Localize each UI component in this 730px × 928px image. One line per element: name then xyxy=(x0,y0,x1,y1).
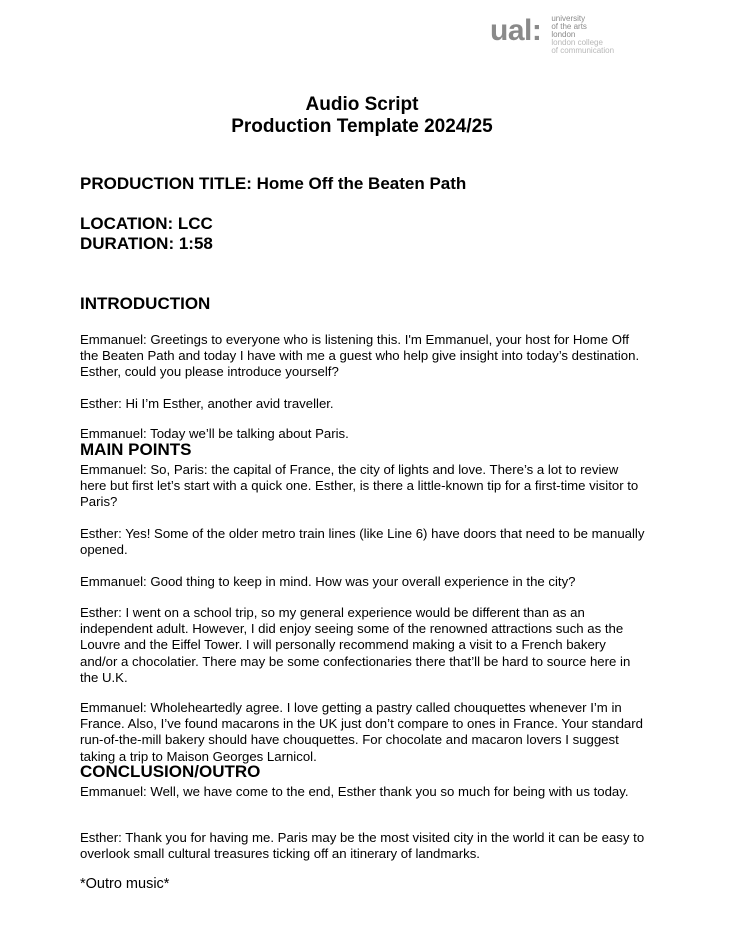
paragraph: Esther: Yes! Some of the older metro train lines (like Line 6) have doors that need to be manually opened. xyxy=(80,526,645,558)
logo-line: of communication xyxy=(551,46,615,55)
conclusion-heading: CONCLUSION/OUTRO xyxy=(80,762,261,781)
logo-line: university xyxy=(551,14,586,23)
paragraph: Emmanuel: Wholeheartedly agree. I love getting a pastry called chouquettes whenever I’m in France. Also, I’ve found macarons in the UK just don’t compare to ones in France. Your standard run-of-the-mill bakery should have chouquettes. For chocolate and macaron lovers I suggest taking a trip to Maison Georges Larnicol. xyxy=(80,700,643,764)
logo-line: london xyxy=(551,30,576,39)
logo-line: of the arts xyxy=(551,22,587,31)
paragraph: Esther: Thank you for having me. Paris may be the most visited city in the world it can be easy to overlook small cultural treasures ticking off an itinerary of landmarks. xyxy=(80,830,645,862)
outro-music-cue: *Outro music* xyxy=(80,876,170,892)
document-title xyxy=(0,94,724,138)
location: LOCATION: LCC xyxy=(80,214,213,233)
paragraph: Emmanuel: Good thing to keep in mind. How was your overall experience in the city? xyxy=(80,574,576,589)
title-line-2: Production Template 2024/25 xyxy=(231,116,493,137)
paragraph: Emmanuel: So, Paris: the capital of France, the city of lights and love. There’s a lot to review here but first let’s start with a quick one. Esther, is there a little-known tip for a first-time visitor to Paris? xyxy=(80,462,639,510)
ual-logo xyxy=(490,14,614,55)
title-line-1: Audio Script xyxy=(305,94,419,115)
duration: DURATION: 1:58 xyxy=(80,234,213,253)
main-points-heading: MAIN POINTS xyxy=(80,440,192,459)
introduction-heading: INTRODUCTION xyxy=(80,294,211,313)
paragraph: Esther: Hi I’m Esther, another avid traveller. xyxy=(80,396,334,411)
paragraph: Esther: I went on a school trip, so my general experience would be different than as an independent adult. However, I did enjoy seeing some of the renowned attractions such as the Louvre and the Eiffel Tower. I will personally recommend making a visit to a French bakery and/or a chocolatier. There may be some confectionaries there that’ll be hard to source here in the U.K. xyxy=(80,605,631,685)
paragraph: Emmanuel: Today we’ll be talking about Paris. xyxy=(80,426,349,441)
paragraph: Emmanuel: Greetings to everyone who is listening this. I'm Emmanuel, your host for Home Off the Beaten Path and today I have with me a guest who help give insight into today’s destination. Esther, could you please introduce yourself? xyxy=(80,332,640,380)
ual-logo-text xyxy=(551,15,614,55)
paragraph: Emmanuel: Well, we have come to the end, Esther thank you so much for being with us today. xyxy=(80,784,629,799)
production-title: PRODUCTION TITLE: Home Off the Beaten Path xyxy=(80,174,467,193)
logo-line: london college xyxy=(551,38,603,47)
ual-logo-mark: ual: xyxy=(490,14,542,47)
